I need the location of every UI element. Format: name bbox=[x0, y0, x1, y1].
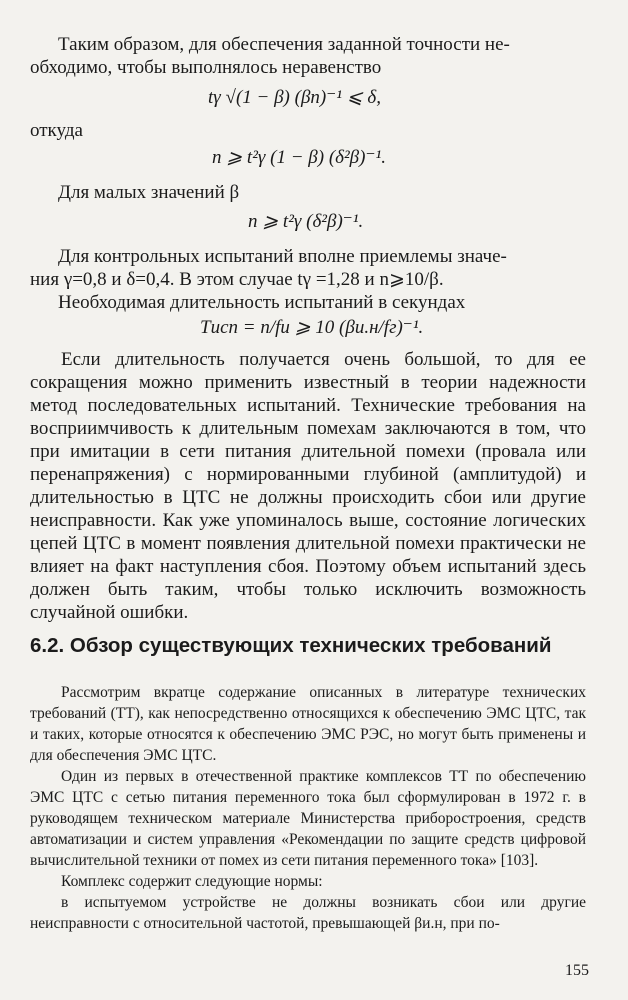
page-number: 155 bbox=[565, 962, 589, 979]
small-paragraph: Комплекс содержит следующие нормы: bbox=[61, 873, 323, 890]
text-small-beta: Для малых значений β bbox=[58, 182, 240, 203]
small-text-block bbox=[30, 682, 586, 934]
word-otkuda: откуда bbox=[30, 120, 83, 141]
paragraph-long-duration: Если длительность получается очень большой, то для ее сокращения можно применить известный в теории надежности метод последовательных испытаний. Технические требования на восприимчивость к длительным помехам заключаются в том, что при имитации в сети питания длительной помехи (провала или перенапряжения) с нормированными глубиной (амплитудой) и длительностью в ЦТС не должны происходить сбои или другие неисправности. Как уже упоминалось выше, состояние логических цепей ЦТС в момент появления длительной помехи практически не влияет на факт наступления сбоя. Поэтому объем испытаний здесь должен быть таким, чтобы только исключить возможность случайной ошибки. bbox=[30, 349, 586, 623]
para3-text: Необходимая длительность испытаний в секундах bbox=[58, 292, 466, 313]
small-paragraph: Один из первых в отечественной практике комплексов ТТ по обеспечению ЭМС ЦТС с сетью питания переменного тока был сформулирован в 1972 г. в руководящем техническом материале Министерства приборостроения, средств автоматизации и систем управления «Рекомендации по защите средств цифровой вычислительной техники от помех из сети питания переменного тока» [103]. bbox=[30, 768, 586, 869]
section-heading: 6.2. Обзор существующих технических требований bbox=[30, 634, 552, 657]
para2-line2: ния γ=0,8 и δ=0,4. В этом случае tγ =1,28 и n⩾10/β. bbox=[30, 269, 444, 290]
para2-line1: Для контрольных испытаний вполне приемлемы значе- bbox=[58, 246, 507, 267]
small-paragraph: Рассмотрим вкратце содержание описанных в литературе технических требований (ТТ), как непосредственно относящихся к обеспечению ЭМС ЦТС, так и таких, которые относятся к обеспечению ЭМС РЭС, но могут быть применены и для обеспечения ЭМС ЦТС. bbox=[30, 684, 586, 764]
para1-line2: обходимо, чтобы выполнялось неравенство bbox=[30, 57, 382, 78]
formula-test-duration: Tисп = n/fи ⩾ 10 (βи.н/fг)⁻¹. bbox=[200, 317, 424, 338]
formula-inequality-2: n ⩾ t²γ (1 − β) (δ²β)⁻¹. bbox=[212, 147, 386, 168]
para1-line1: Таким образом, для обеспечения заданной точности не- bbox=[58, 34, 510, 55]
formula-inequality-1: tγ √(1 − β) (βn)⁻¹ ⩽ δ, bbox=[208, 87, 381, 108]
formula-inequality-3: n ⩾ t²γ (δ²β)⁻¹. bbox=[248, 211, 364, 232]
small-paragraph: в испытуемом устройстве не должны возникать сбои или другие неисправности с относительной частотой, превышающей βи.н, при по- bbox=[30, 894, 586, 932]
